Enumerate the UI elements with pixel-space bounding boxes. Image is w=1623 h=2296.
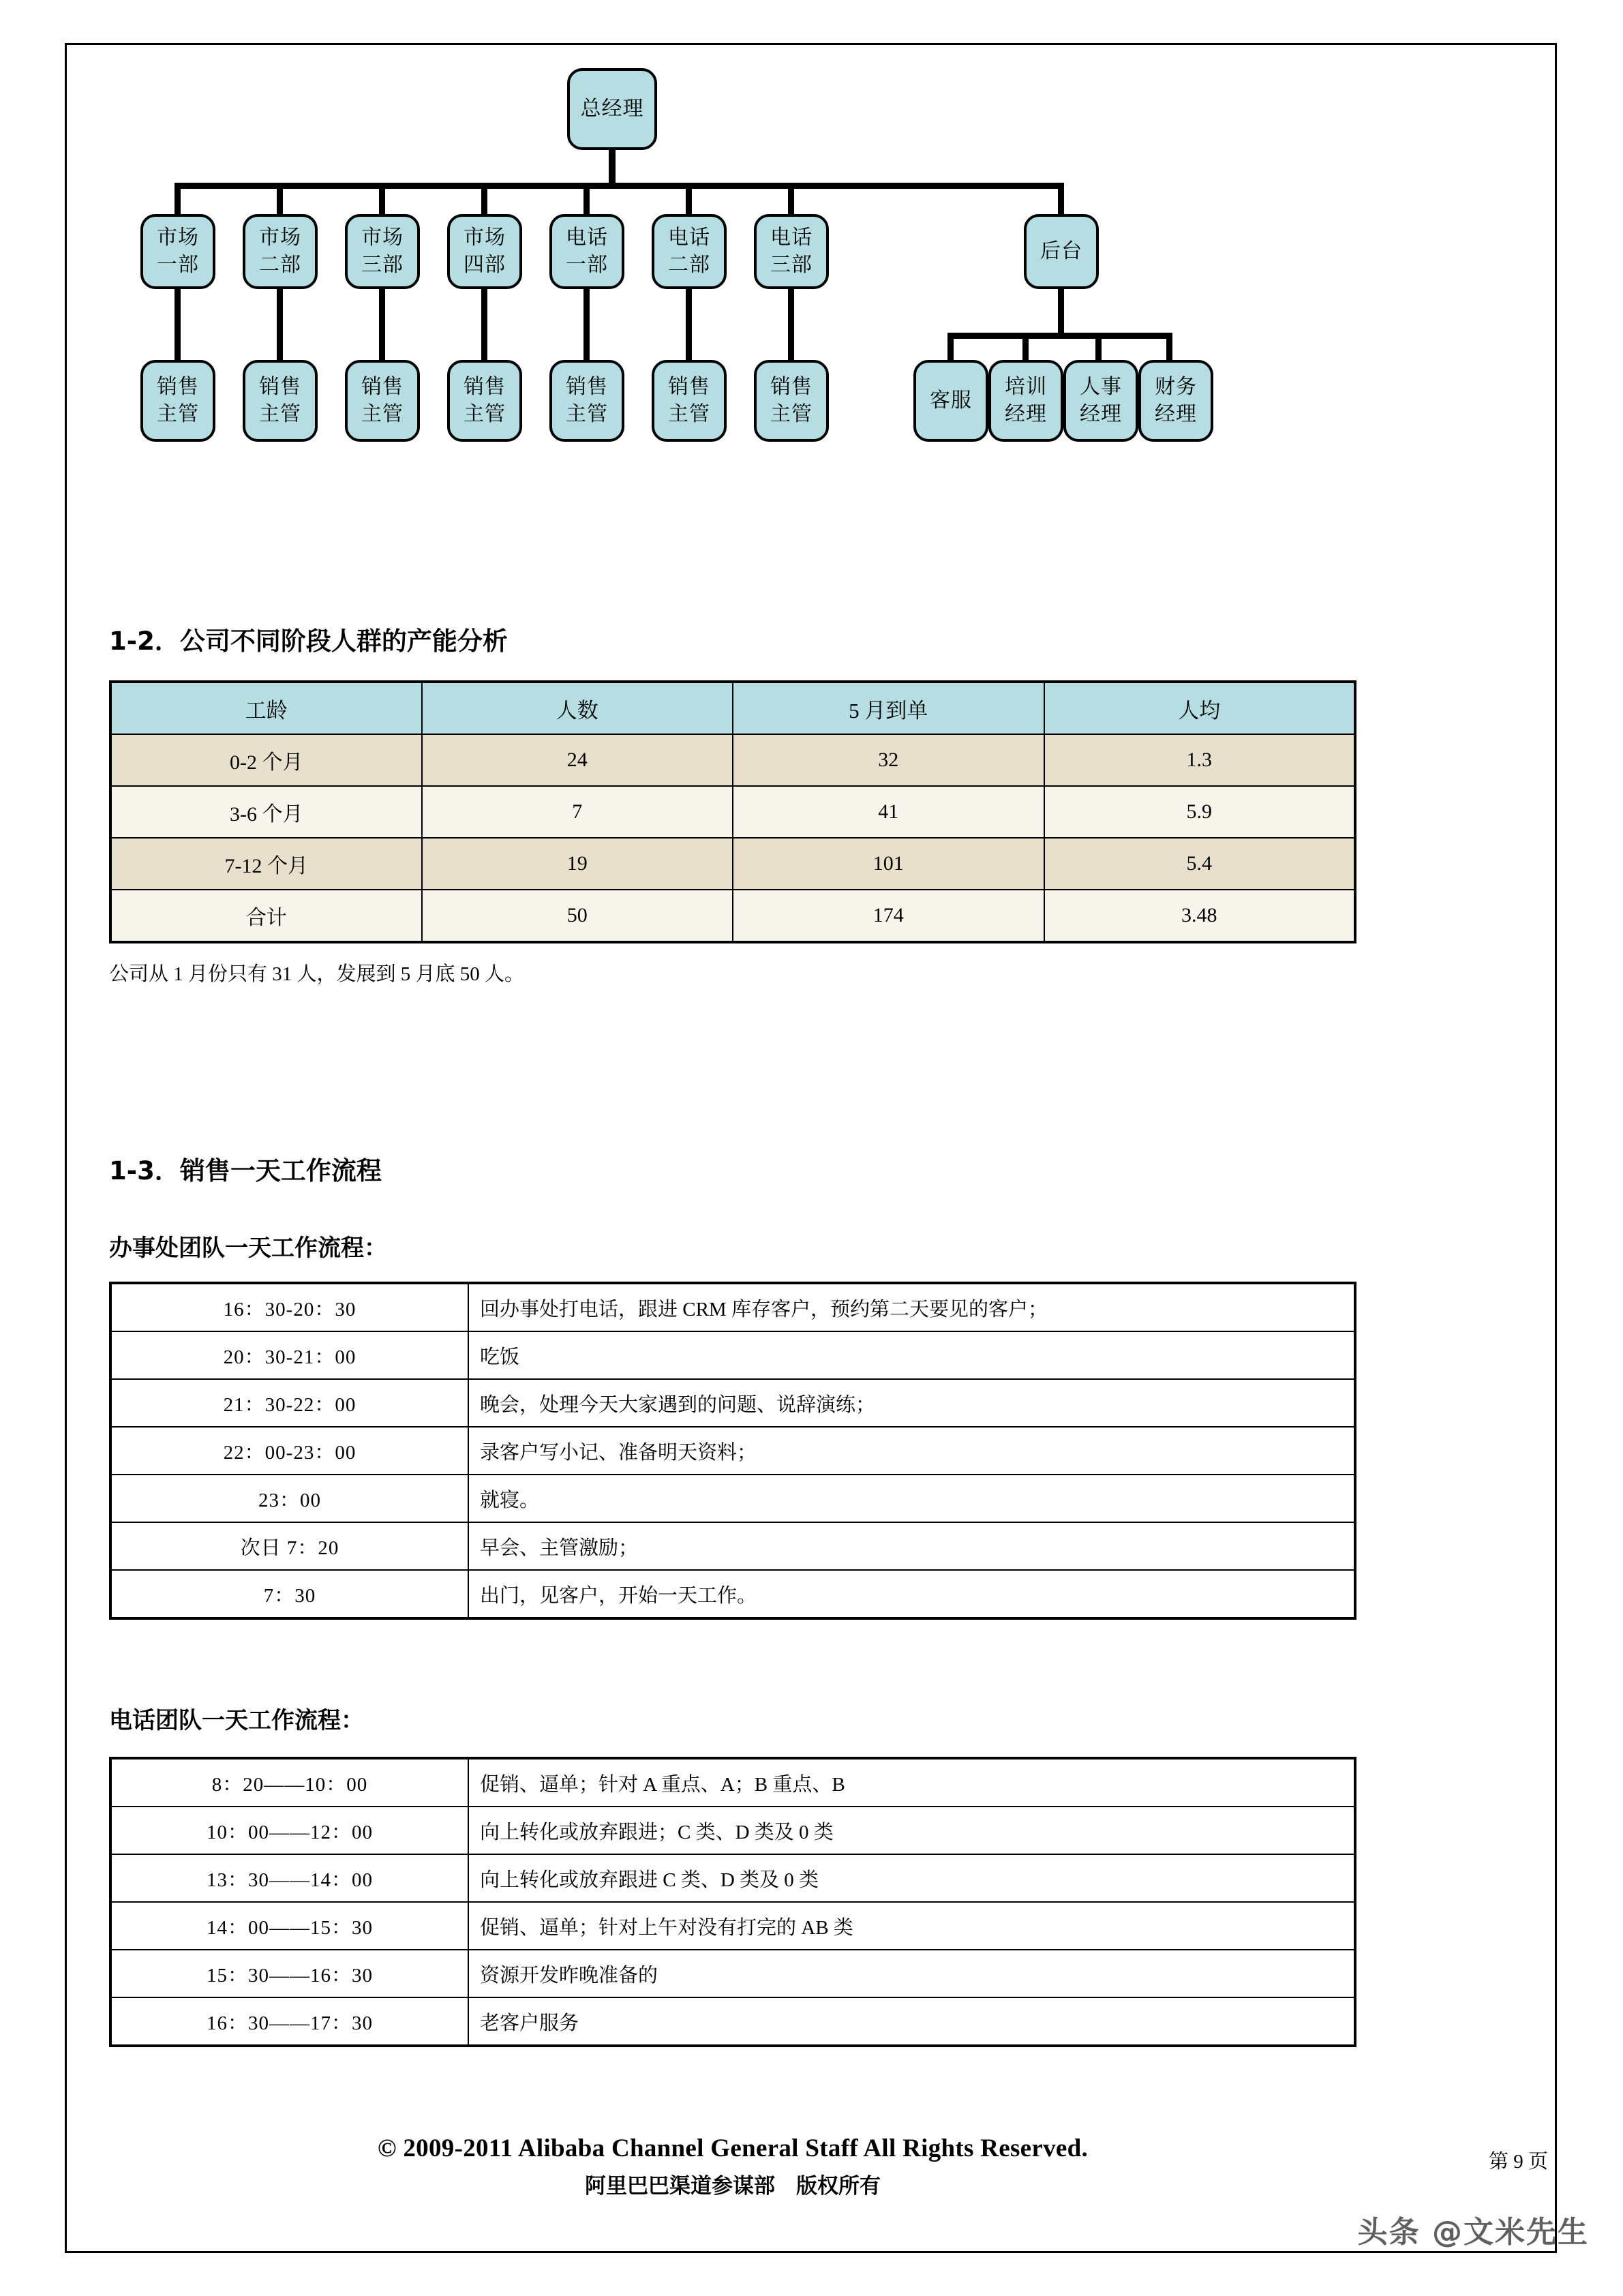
org-node-supervisor-3-line2: 主管	[361, 403, 404, 425]
org-node-supervisor-5	[549, 360, 624, 442]
connector-drop-backoffice-1	[947, 333, 954, 363]
schedule-row	[110, 1475, 1355, 1522]
column-header-headcount: 人数	[422, 682, 733, 734]
org-node-supervisor-4-line1: 销售	[464, 375, 506, 398]
schedule-time: 8：20——10：00	[110, 1758, 468, 1807]
cell-average: 5.9	[1044, 786, 1356, 838]
org-node-dept-5	[549, 214, 624, 289]
productivity-note: 公司从 1 月份只有 31 人，发展到 5 月底 50 人。	[109, 963, 525, 985]
productivity-table	[109, 680, 1356, 943]
cell-headcount: 19	[422, 838, 733, 890]
org-node-supervisor-1-line2: 主管	[157, 403, 199, 425]
cell-average: 5.4	[1044, 838, 1356, 890]
schedule-row	[110, 1950, 1355, 1997]
org-node-root-label: 总经理	[580, 97, 644, 120]
org-node-dept-3	[345, 214, 420, 289]
schedule-desc: 回办事处打电话，跟进 CRM 库存客户，预约第二天要见的客户；	[468, 1283, 1355, 1331]
cell-tenure: 合计	[110, 890, 422, 942]
cell-may-orders: 101	[733, 838, 1044, 890]
org-node-finance-manager	[1138, 360, 1213, 442]
org-node-hr-manager-line1: 人事	[1080, 375, 1122, 398]
table-row	[110, 734, 1355, 786]
org-node-dept-1-line2: 一部	[157, 254, 199, 276]
connector-drop-dept-4	[481, 183, 487, 217]
schedule-desc: 老客户服务	[468, 1997, 1355, 2046]
schedule-row	[110, 1807, 1355, 1854]
org-node-supervisor-7	[754, 360, 829, 442]
schedule-desc: 就寝。	[468, 1475, 1355, 1522]
schedule-time: 10：00——12：00	[110, 1807, 468, 1854]
org-node-dept-7-line1: 电话	[770, 226, 813, 249]
column-header-tenure: 工龄	[110, 682, 422, 734]
org-node-supervisor-2	[243, 360, 318, 442]
org-node-dept-6	[652, 214, 727, 289]
connector-dept-5-to-sup	[583, 286, 590, 363]
org-node-training-manager	[988, 360, 1063, 442]
org-node-root	[567, 68, 657, 150]
page-content	[109, 68, 1356, 2047]
connector-dept-2-to-sup	[277, 286, 283, 363]
connector-drop-backoffice	[1058, 183, 1064, 217]
schedule-time: 21：30-22：00	[110, 1379, 468, 1427]
org-node-supervisor-1	[140, 360, 215, 442]
schedule-time: 22：00-23：00	[110, 1427, 468, 1475]
schedule-desc: 出门，见客户，开始一天工作。	[468, 1570, 1355, 1618]
connector-backoffice-vertical	[1058, 286, 1064, 335]
cell-average: 1.3	[1044, 734, 1356, 786]
org-node-supervisor-3	[345, 360, 420, 442]
schedule-time: 20：30-21：00	[110, 1331, 468, 1379]
cell-headcount: 7	[422, 786, 733, 838]
org-node-supervisor-5-line2: 主管	[566, 403, 608, 425]
section-heading-1-2: 1-2．公司不同阶段人群的产能分析	[109, 626, 508, 656]
org-node-supervisor-6	[652, 360, 727, 442]
schedule-time: 14：00——15：30	[110, 1902, 468, 1950]
table-row	[110, 838, 1355, 890]
org-node-supervisor-6-line1: 销售	[668, 375, 710, 398]
page-footer	[109, 2134, 1356, 2199]
schedule-desc: 早会、主管激励；	[468, 1522, 1355, 1570]
org-node-dept-1-line1: 市场	[157, 226, 199, 249]
org-node-supervisor-2-line2: 主管	[259, 403, 301, 425]
org-node-finance-manager-line1: 财务	[1155, 375, 1197, 398]
schedule-time: 次日 7：20	[110, 1522, 468, 1570]
footer-copyright-cn: 阿里巴巴渠道参谋部 版权所有	[585, 2174, 881, 2198]
org-chart	[109, 68, 1356, 491]
schedule-time: 15：30——16：30	[110, 1950, 468, 1997]
schedule-row	[110, 1331, 1355, 1379]
phone-team-heading: 电话团队一天工作流程：	[109, 1707, 364, 1734]
schedule-row	[110, 1997, 1355, 2046]
org-node-backoffice-label: 后台	[1040, 239, 1082, 262]
org-node-training-manager-line1: 培训	[1005, 375, 1047, 398]
connector-dept-7-to-sup	[788, 286, 794, 363]
cell-tenure: 0-2 个月	[110, 734, 422, 786]
org-node-backoffice	[1024, 214, 1099, 289]
connector-drop-backoffice-3	[1095, 333, 1102, 363]
org-node-dept-5-line2: 一部	[566, 254, 608, 276]
cell-tenure: 3-6 个月	[110, 786, 422, 838]
connector-drop-dept-1	[175, 183, 181, 217]
connector-level1-bus	[175, 183, 1064, 189]
org-node-dept-3-line1: 市场	[361, 226, 404, 249]
schedule-desc: 吃饭	[468, 1331, 1355, 1379]
schedule-desc: 促销、逼单；针对上午对没有打完的 AB 类	[468, 1902, 1355, 1950]
page-number: 第 9 页	[1488, 2151, 1548, 2173]
column-header-may-orders: 5 月到单	[733, 682, 1044, 734]
office-team-heading: 办事处团队一天工作流程：	[109, 1235, 387, 1262]
org-node-dept-7	[754, 214, 829, 289]
connector-drop-backoffice-4	[1166, 333, 1172, 363]
connector-dept-4-to-sup	[481, 286, 487, 363]
connector-drop-dept-6	[686, 183, 692, 217]
connector-dept-1-to-sup	[175, 286, 181, 363]
connector-root-vertical	[609, 150, 616, 186]
watermark: 头条 @文米先生	[1357, 2215, 1589, 2250]
schedule-row	[110, 1758, 1355, 1807]
org-node-supervisor-5-line1: 销售	[566, 375, 608, 398]
schedule-desc: 录客户写小记、准备明天资料；	[468, 1427, 1355, 1475]
schedule-desc: 向上转化或放弃跟进 C 类、D 类及 0 类	[468, 1854, 1355, 1902]
schedule-row	[110, 1379, 1355, 1427]
org-node-supervisor-7-line1: 销售	[770, 375, 813, 398]
org-node-customer-service-line1: 客服	[930, 389, 972, 412]
org-node-supervisor-4-line2: 主管	[464, 403, 506, 425]
org-node-supervisor-3-line1: 销售	[361, 375, 404, 398]
schedule-row	[110, 1427, 1355, 1475]
org-node-hr-manager-line2: 经理	[1080, 403, 1122, 425]
cell-may-orders: 174	[733, 890, 1044, 942]
cell-may-orders: 41	[733, 786, 1044, 838]
org-node-dept-3-line2: 三部	[361, 254, 404, 276]
office-team-schedule-table	[109, 1282, 1356, 1620]
connector-drop-dept-7	[788, 183, 794, 217]
schedule-desc: 资源开发昨晚准备的	[468, 1950, 1355, 1997]
table-header-row	[110, 682, 1355, 734]
schedule-row	[110, 1522, 1355, 1570]
connector-backoffice-bus	[947, 333, 1172, 339]
schedule-desc: 晚会，处理今天大家遇到的问题、说辞演练；	[468, 1379, 1355, 1427]
connector-drop-backoffice-2	[1022, 333, 1029, 363]
connector-drop-dept-5	[583, 183, 590, 217]
connector-dept-3-to-sup	[379, 286, 385, 363]
schedule-row	[110, 1570, 1355, 1618]
org-node-hr-manager	[1063, 360, 1138, 442]
cell-average: 3.48	[1044, 890, 1356, 942]
column-header-average: 人均	[1044, 682, 1356, 734]
cell-may-orders: 32	[733, 734, 1044, 786]
org-node-dept-4-line2: 四部	[464, 254, 506, 276]
org-node-supervisor-6-line2: 主管	[668, 403, 710, 425]
org-node-dept-4-line1: 市场	[464, 226, 506, 249]
connector-drop-dept-3	[379, 183, 385, 217]
schedule-time: 23：00	[110, 1475, 468, 1522]
org-node-dept-6-line1: 电话	[668, 226, 710, 249]
schedule-row	[110, 1902, 1355, 1950]
org-node-dept-7-line2: 三部	[770, 254, 813, 276]
footer-copyright-en: © 2009-2011 Alibaba Channel General Staff All Rights Reserved.	[377, 2134, 1089, 2162]
table-row-total	[110, 890, 1355, 942]
org-node-dept-2-line1: 市场	[259, 226, 301, 249]
cell-tenure: 7-12 个月	[110, 838, 422, 890]
schedule-row	[110, 1283, 1355, 1331]
connector-dept-6-to-sup	[686, 286, 692, 363]
org-node-dept-2	[243, 214, 318, 289]
org-node-dept-2-line2: 二部	[259, 254, 301, 276]
org-node-supervisor-7-line2: 主管	[770, 403, 813, 425]
org-node-supervisor-2-line1: 销售	[259, 375, 301, 398]
schedule-time: 13：30——14：00	[110, 1854, 468, 1902]
schedule-time: 16：30-20：30	[110, 1283, 468, 1331]
org-node-finance-manager-line2: 经理	[1155, 403, 1197, 425]
schedule-row	[110, 1854, 1355, 1902]
cell-headcount: 24	[422, 734, 733, 786]
org-node-training-manager-line2: 经理	[1005, 403, 1047, 425]
phone-team-schedule-table	[109, 1757, 1356, 2047]
connector-drop-dept-2	[277, 183, 283, 217]
section-heading-1-3: 1-3．销售一天工作流程	[109, 1156, 382, 1185]
org-node-dept-5-line1: 电话	[566, 226, 608, 249]
schedule-desc: 促销、逼单；针对 A 重点、A；B 重点、B	[468, 1758, 1355, 1807]
table-row	[110, 786, 1355, 838]
org-node-supervisor-4	[447, 360, 522, 442]
org-node-dept-1	[140, 214, 215, 289]
schedule-time: 16：30——17：30	[110, 1997, 468, 2046]
schedule-time: 7：30	[110, 1570, 468, 1618]
schedule-desc: 向上转化或放弃跟进；C 类、D 类及 0 类	[468, 1807, 1355, 1854]
cell-headcount: 50	[422, 890, 733, 942]
org-node-dept-6-line2: 二部	[668, 254, 710, 276]
org-node-supervisor-1-line1: 销售	[157, 375, 199, 398]
org-node-dept-4	[447, 214, 522, 289]
org-node-customer-service	[913, 360, 988, 442]
